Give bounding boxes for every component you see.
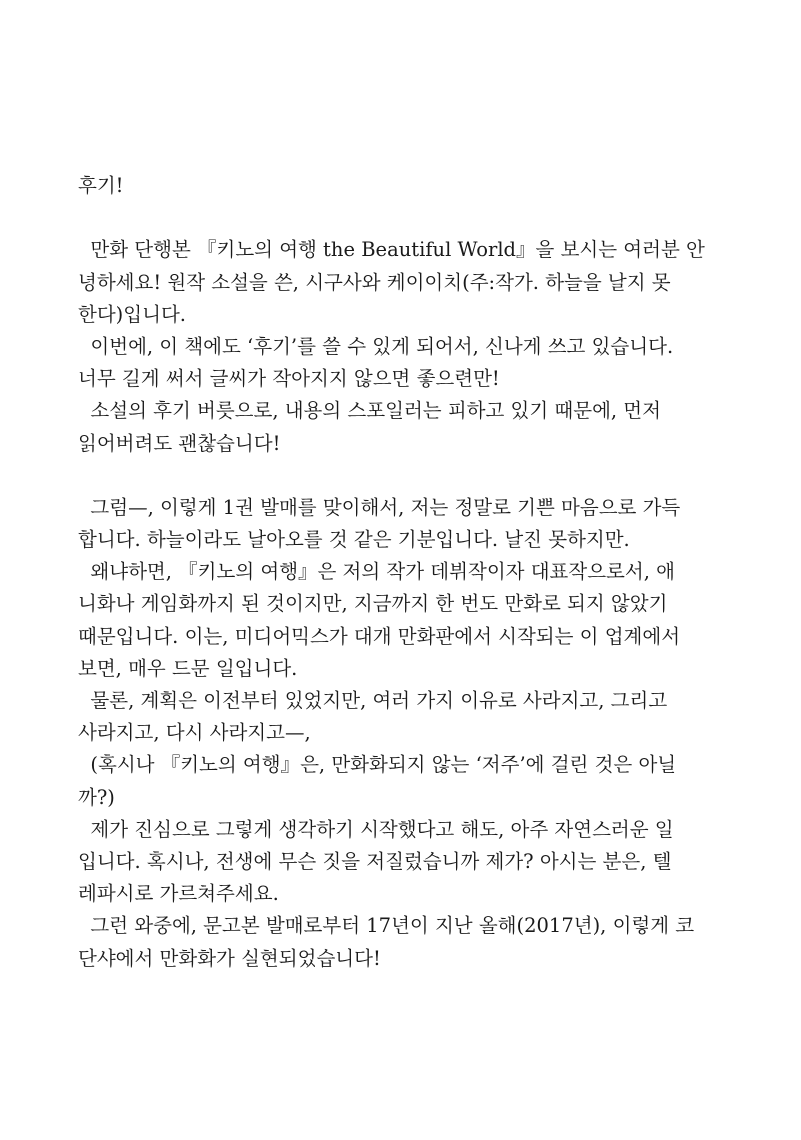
afterword-text <box>78 170 738 975</box>
text-line: 사라지고, 다시 사라지고—, <box>78 721 311 745</box>
text-line: 한다)입니다. <box>78 302 186 326</box>
text-line: 레파시로 가르쳐주세요. <box>78 882 279 906</box>
text-line: 까?) <box>78 785 115 809</box>
text-line: 보면, 매우 드문 일입니다. <box>78 656 298 680</box>
text-line: 니화나 게임화까지 된 것이지만, 지금까지 한 번도 만화로 되지 않았기 <box>78 592 668 616</box>
text-line: 물론, 계획은 이전부터 있었지만, 여러 가지 이유로 사라지고, 그리고 <box>78 689 668 712</box>
text-line: 입니다. 혹시나, 전생에 무슨 짓을 저질렀습니까 제가? 아시는 분은, 텔 <box>78 849 672 873</box>
blank-line <box>78 202 738 234</box>
text-line: 왜냐하면, 『키노의 여행』은 저의 작가 데뷔작이자 대표작으로서, 애 <box>78 560 675 584</box>
text-line: 이번에, 이 책에도 ‘후기’를 쓸 수 있게 되어서, 신나게 쓰고 있습니다. <box>78 334 674 358</box>
text-line: (혹시나 『키노의 여행』은, 만화화되지 않는 ‘저주’에 걸린 것은 아닐 <box>78 753 677 777</box>
text-line: 제가 진심으로 그렇게 생각하기 시작했다고 해도, 아주 자연스러운 일 <box>78 817 674 841</box>
text-line: 녕하세요! 원작 소설을 쓴, 시구사와 케이이치(주:작가. 하늘을 날지 못 <box>78 270 671 294</box>
text-line: 단샤에서 만화화가 실현되었습니다! <box>78 946 381 970</box>
text-line: 합니다. 하늘이라도 날아오를 것 같은 기분입니다. 날진 못하지만. <box>78 528 630 552</box>
text-line: 때문입니다. 이는, 미디어믹스가 대개 만화판에서 시작되는 이 업계에서 <box>78 624 681 648</box>
text-line: 만화 단행본 『키노의 여행 the Beautiful World』을 보시는 여러분 안 <box>78 238 705 262</box>
text-line: 읽어버려도 괜찮습니다! <box>78 431 281 455</box>
text-line: 그런 와중에, 문고본 발매로부터 17년이 지난 올해(2017년), 이렇게 코 <box>78 914 695 938</box>
text-line: 그럼—, 이렇게 1권 발매를 맞이해서, 저는 정말로 기쁜 마음으로 가득 <box>78 495 681 519</box>
text-line: 너무 길게 써서 글씨가 작아지지 않으면 좋으련만! <box>78 367 500 391</box>
text-line: 소설의 후기 버릇으로, 내용의 스포일러는 피하고 있기 때문에, 먼저 <box>78 399 661 423</box>
blank-line <box>78 460 738 492</box>
page-title: 후기! <box>78 174 124 197</box>
